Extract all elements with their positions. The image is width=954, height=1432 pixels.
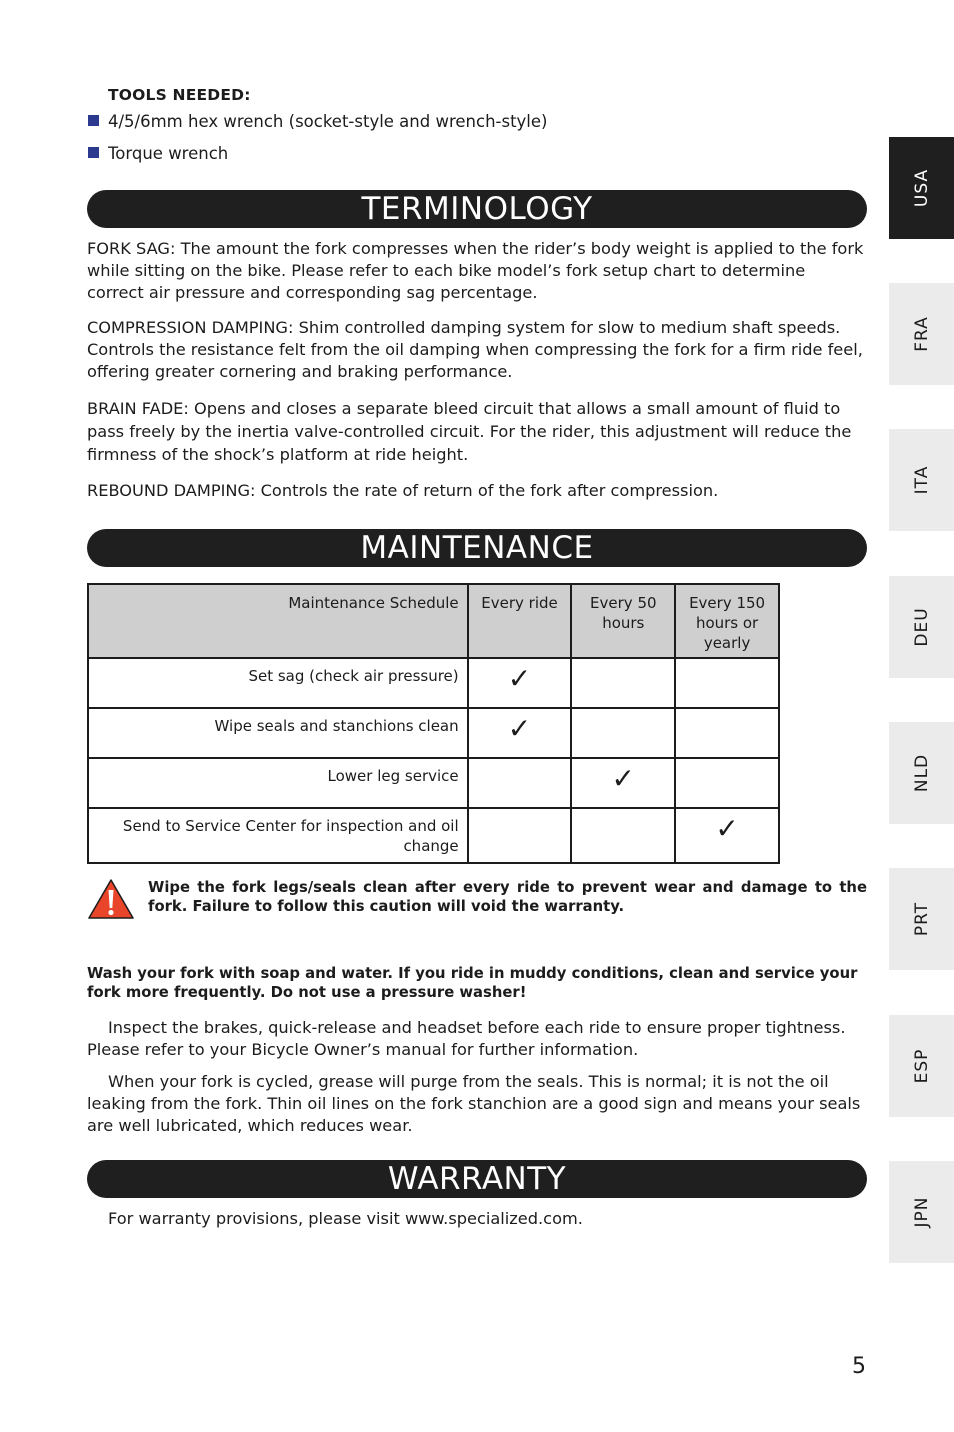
table-row bbox=[88, 708, 779, 758]
empty-cell bbox=[571, 658, 675, 708]
empty-cell bbox=[571, 808, 675, 863]
bullet-square-icon bbox=[88, 115, 99, 126]
empty-cell bbox=[675, 708, 779, 758]
term-rebound-damping: REBOUND DAMPING: Controls the rate of return of the fork after compression. bbox=[87, 481, 719, 500]
table-header-cell: Every 50 hours bbox=[571, 584, 675, 658]
check-icon: ✓ bbox=[468, 658, 572, 708]
table-row bbox=[88, 808, 779, 863]
check-icon: ✓ bbox=[571, 758, 675, 808]
warning-text: Wipe the fork legs/seals clean after every ride to prevent wear and damage to the fork. Failure to follow this caution will void the warranty. bbox=[148, 879, 867, 915]
empty-cell bbox=[571, 708, 675, 758]
table-header-cell: Every ride bbox=[468, 584, 572, 658]
check-icon: ✓ bbox=[675, 808, 779, 863]
table-row-label: Send to Service Center for inspection and oil change bbox=[88, 808, 468, 863]
empty-cell bbox=[468, 758, 572, 808]
table-row-label: Lower leg service bbox=[88, 758, 468, 808]
table-header-cell: Maintenance Schedule bbox=[88, 584, 468, 658]
terminology-heading: TERMINOLOGY bbox=[87, 190, 867, 228]
table-row bbox=[88, 758, 779, 808]
table-row-label: Set sag (check air pressure) bbox=[88, 658, 468, 708]
warranty-text: For warranty provisions, please visit www.specialized.com. bbox=[108, 1209, 583, 1228]
bullet-square-icon bbox=[88, 147, 99, 158]
table-row-label: Wipe seals and stanchions clean bbox=[88, 708, 468, 758]
term-brain-fade: BRAIN FADE: Opens and closes a separate bleed circuit that allows a small amount of fluid to pass freely by the inertia valve-controlled circuit. For the rider, this adjustment will reduce the firmness of the shock’s platform at ride height. bbox=[87, 399, 852, 464]
tab-fra[interactable]: FRA bbox=[889, 283, 954, 385]
tab-deu[interactable]: DEU bbox=[889, 576, 954, 678]
warning-triangle-icon bbox=[87, 878, 135, 920]
maintenance-schedule-table bbox=[87, 583, 780, 864]
table-header-cell: Every 150 hours or yearly bbox=[675, 584, 779, 658]
wash-instructions: Wash your fork with soap and water. If you ride in muddy conditions, clean and service your fork more frequently. Do not use a pressure washer! bbox=[87, 965, 858, 1001]
term-fork-sag: FORK SAG: The amount the fork compresses when the rider’s body weight is applied to the fork while sitting on the bike. Please refer to each bike model’s fork setup chart to determine correct air pressure and corresponding sag percentage. bbox=[87, 239, 864, 302]
tab-usa[interactable]: USA bbox=[889, 137, 954, 239]
table-header-row bbox=[88, 584, 779, 658]
page-number: 5 bbox=[852, 1354, 866, 1379]
tab-prt[interactable]: PRT bbox=[889, 868, 954, 970]
empty-cell bbox=[468, 808, 572, 863]
check-icon: ✓ bbox=[468, 708, 572, 758]
tools-item: Torque wrench bbox=[88, 144, 228, 163]
tab-esp[interactable]: ESP bbox=[889, 1015, 954, 1117]
inspect-paragraph: Inspect the brakes, quick-release and headset before each ride to ensure proper tightness. Please refer to your Bicycle Owner’s manual for further information. bbox=[87, 1018, 846, 1059]
tab-nld[interactable]: NLD bbox=[889, 722, 954, 824]
empty-cell bbox=[675, 758, 779, 808]
grease-paragraph: When your fork is cycled, grease will purge from the seals. This is normal; it is not the oil leaking from the fork. Thin oil lines on the fork stanchion are a good sign and means your seals are well lubricated, which reduces wear. bbox=[87, 1072, 861, 1135]
table-row bbox=[88, 658, 779, 708]
tools-item: 4/5/6mm hex wrench (socket-style and wrench-style) bbox=[88, 112, 547, 131]
tools-needed-title: TOOLS NEEDED: bbox=[108, 86, 251, 104]
empty-cell bbox=[675, 658, 779, 708]
warranty-heading: WARRANTY bbox=[87, 1160, 867, 1198]
maintenance-heading: MAINTENANCE bbox=[87, 529, 867, 567]
tab-jpn[interactable]: JPN bbox=[889, 1161, 954, 1263]
term-compression-damping: COMPRESSION DAMPING: Shim controlled damping system for slow to medium shaft speeds. Controls the resistance felt from the oil damping when compressing the fork for a firm ride feel, offering greater cornering and braking performance. bbox=[87, 318, 863, 381]
tab-ita[interactable]: ITA bbox=[889, 429, 954, 531]
